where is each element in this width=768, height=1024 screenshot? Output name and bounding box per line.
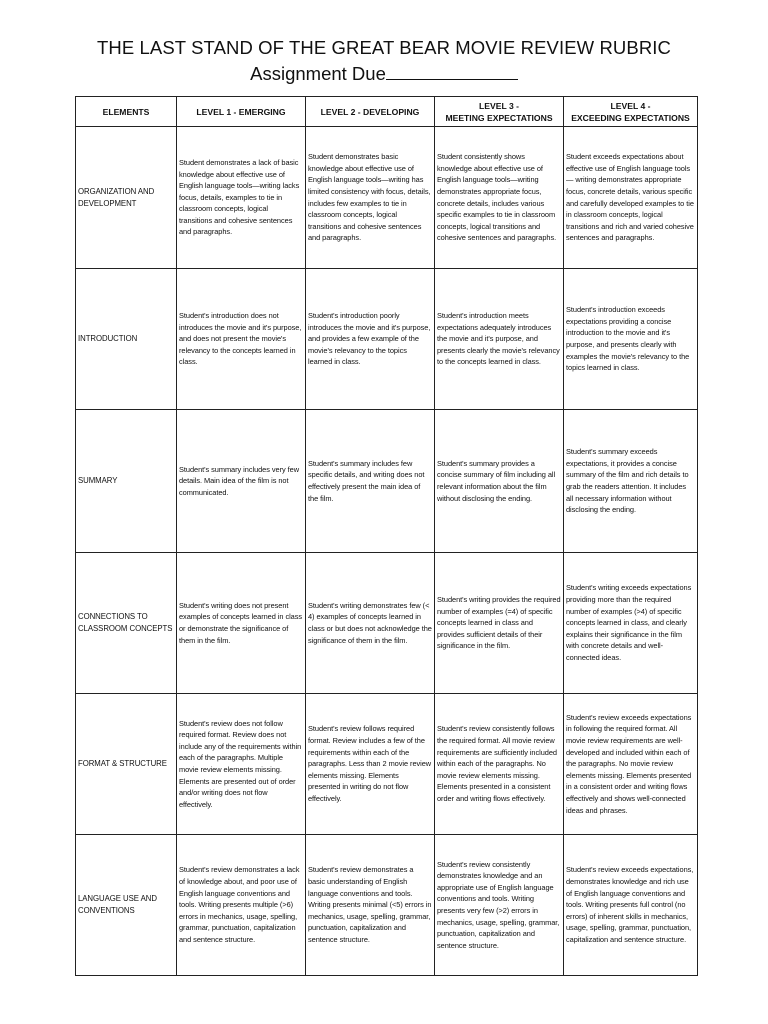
level-2-cell: Student's summary includes few specific details, and writing does not effectively present the main idea of the film. <box>306 410 435 553</box>
level-4-cell: Student exceeds expectations about effective use of English language tools— writing demonstrates appropriate focus, concrete details, various specific and carefully developed examples to tie in classroom concepts, logical transitions and rich and varied cohesive sentences and paragraphs. <box>564 127 698 269</box>
header-level-3: LEVEL 3 - MEETING EXPECTATIONS <box>435 97 564 127</box>
element-name: SUMMARY <box>76 410 177 553</box>
level-1-cell: Student's review demonstrates a lack of knowledge about, and poor use of English language conventions and tools. Writing presents multiple (>6) errors in mechanics, usage, spelling, grammar, punctuation, capitalization and sentence structure. <box>177 835 306 976</box>
level-2-cell: Student's review follows required format. Review includes a few of the requirements within each of the paragraphs. Less than 2 movie review elements missing. Elements presented in writing do not flow effectively. <box>306 694 435 835</box>
header-row <box>76 97 698 127</box>
level-4-cell: Student's review exceeds expectations in following the required format. All movie review requirements are well-developed and included within each of the paragraphs. No movie review elements missing. Elements presented in a consistent order and writing flows effectively and shows well-connected ideas and phrases. <box>564 694 698 835</box>
element-name: INTRODUCTION <box>76 269 177 410</box>
level-1-cell: Student demonstrates a lack of basic knowledge about effective use of English language tools—writing lacks focus, details, examples to tie in classroom concepts, logical transitions and cohesive sentences and paragraphs. <box>177 127 306 269</box>
level-3-cell: Student's introduction meets expectations adequately introduces the movie and it's purpose, and presents clearly the movie's relevancy to the concepts learned in class. <box>435 269 564 410</box>
level-3-cell: Student's writing provides the required number of examples (=4) of specific concepts learned in class and provides sufficient details of their significance in the film. <box>435 553 564 694</box>
level-3-cell: Student's review consistently follows the required format. All movie review requirements are sufficiently included within each of the paragraphs. No movie review elements missing. Elements presented in a consistent order and writing flows effectively. <box>435 694 564 835</box>
header-level-1: LEVEL 1 - EMERGING <box>177 97 306 127</box>
level-4-cell: Student's introduction exceeds expectations providing a concise introduction to the movie and it's purpose, and presents clearly with examples the movie's relevancy to the topics learned in class. <box>564 269 698 410</box>
assignment-due-label: Assignment Due <box>250 63 386 84</box>
level-4-cell: Student's summary exceeds expectations, it provides a concise summary of the film and rich details to grab the readers attention. It includes all necessary information without disclosing the ending. <box>564 410 698 553</box>
element-name: LANGUAGE USE AND CONVENTIONS <box>76 835 177 976</box>
level-4-cell: Student's review exceeds expectations, demonstrates knowledge and rich use of English language conventions and tools. Writing presents full control (no errors) of inherent skills in mechanics, usage, spelling, grammar, punctuation, capitalization and sentence structure. <box>564 835 698 976</box>
element-name: CONNECTIONS TO CLASSROOM CONCEPTS <box>76 553 177 694</box>
level-4-cell: Student's writing exceeds expectations providing more than the required number of examples (>4) of specific concepts learned in class, and clearly explains their significance in the film with concrete details and well-connected ideas. <box>564 553 698 694</box>
header-level-4: LEVEL 4 - EXCEEDING EXPECTATIONS <box>564 97 698 127</box>
table-row <box>76 694 698 835</box>
level-2-cell: Student's introduction poorly introduces the movie and it's purpose, and provides a few example of the movie's relevancy to the topics learned in class. <box>306 269 435 410</box>
assignment-due-line <box>0 62 768 86</box>
table-row <box>76 269 698 410</box>
level-2-cell: Student's review demonstrates a basic understanding of English language conventions and tools. Writing presents minimal (<5) errors in mechanics, usage, spelling, grammar, punctuation, capitalization and sentence structure. <box>306 835 435 976</box>
level-1-cell: Student's introduction does not introduces the movie and it's purpose, and does not present the movie's relevancy to the concepts learned in class. <box>177 269 306 410</box>
due-date-blank <box>386 64 518 80</box>
level-1-cell: Student's summary includes very few details. Main idea of the film is not communicated. <box>177 410 306 553</box>
level-3-cell: Student's review consistently demonstrates knowledge and an appropriate use of English language conventions and tools. Writing presents very few (>2) errors in mechanics, usage, spelling, grammar, punctuation, capitalization and sentence structure. <box>435 835 564 976</box>
header-level-2: LEVEL 2 - DEVELOPING <box>306 97 435 127</box>
level-2-cell: Student's writing demonstrates few (< 4) examples of concepts learned in class or but does not acknowledge the significance of them in the film. <box>306 553 435 694</box>
element-name: ORGANIZATION AND DEVELOPMENT <box>76 127 177 269</box>
element-name: FORMAT & STRUCTURE <box>76 694 177 835</box>
table-row <box>76 553 698 694</box>
table-row <box>76 835 698 976</box>
table-row <box>76 410 698 553</box>
document-title: THE LAST STAND OF THE GREAT BEAR MOVIE REVIEW RUBRIC <box>97 37 671 58</box>
level-1-cell: Student's writing does not present examples of concepts learned in class or demonstrate the significance of them in the film. <box>177 553 306 694</box>
rubric-table <box>75 96 698 976</box>
header-elements: ELEMENTS <box>76 97 177 127</box>
level-3-cell: Student consistently shows knowledge about effective use of English language tools—writing demonstrates appropriate focus, concrete details, includes various specific examples to tie in classroom concepts, logical transitions and cohesive sentences and paragraphs. <box>435 127 564 269</box>
level-2-cell: Student demonstrates basic knowledge about effective use of English language tools—writing has limited consistency with focus, details, includes few examples to tie in classroom concepts, logical transitions and cohesive sentences and paragraphs. <box>306 127 435 269</box>
level-3-cell: Student's summary provides a concise summary of film including all relevant information about the film without disclosing the ending. <box>435 410 564 553</box>
table-row <box>76 127 698 269</box>
level-1-cell: Student's review does not follow required format. Review does not include any of the requirements within each of the paragraphs. Multiple movie review elements missing. Elements are presented out of order and/or writing does not flow effectively. <box>177 694 306 835</box>
